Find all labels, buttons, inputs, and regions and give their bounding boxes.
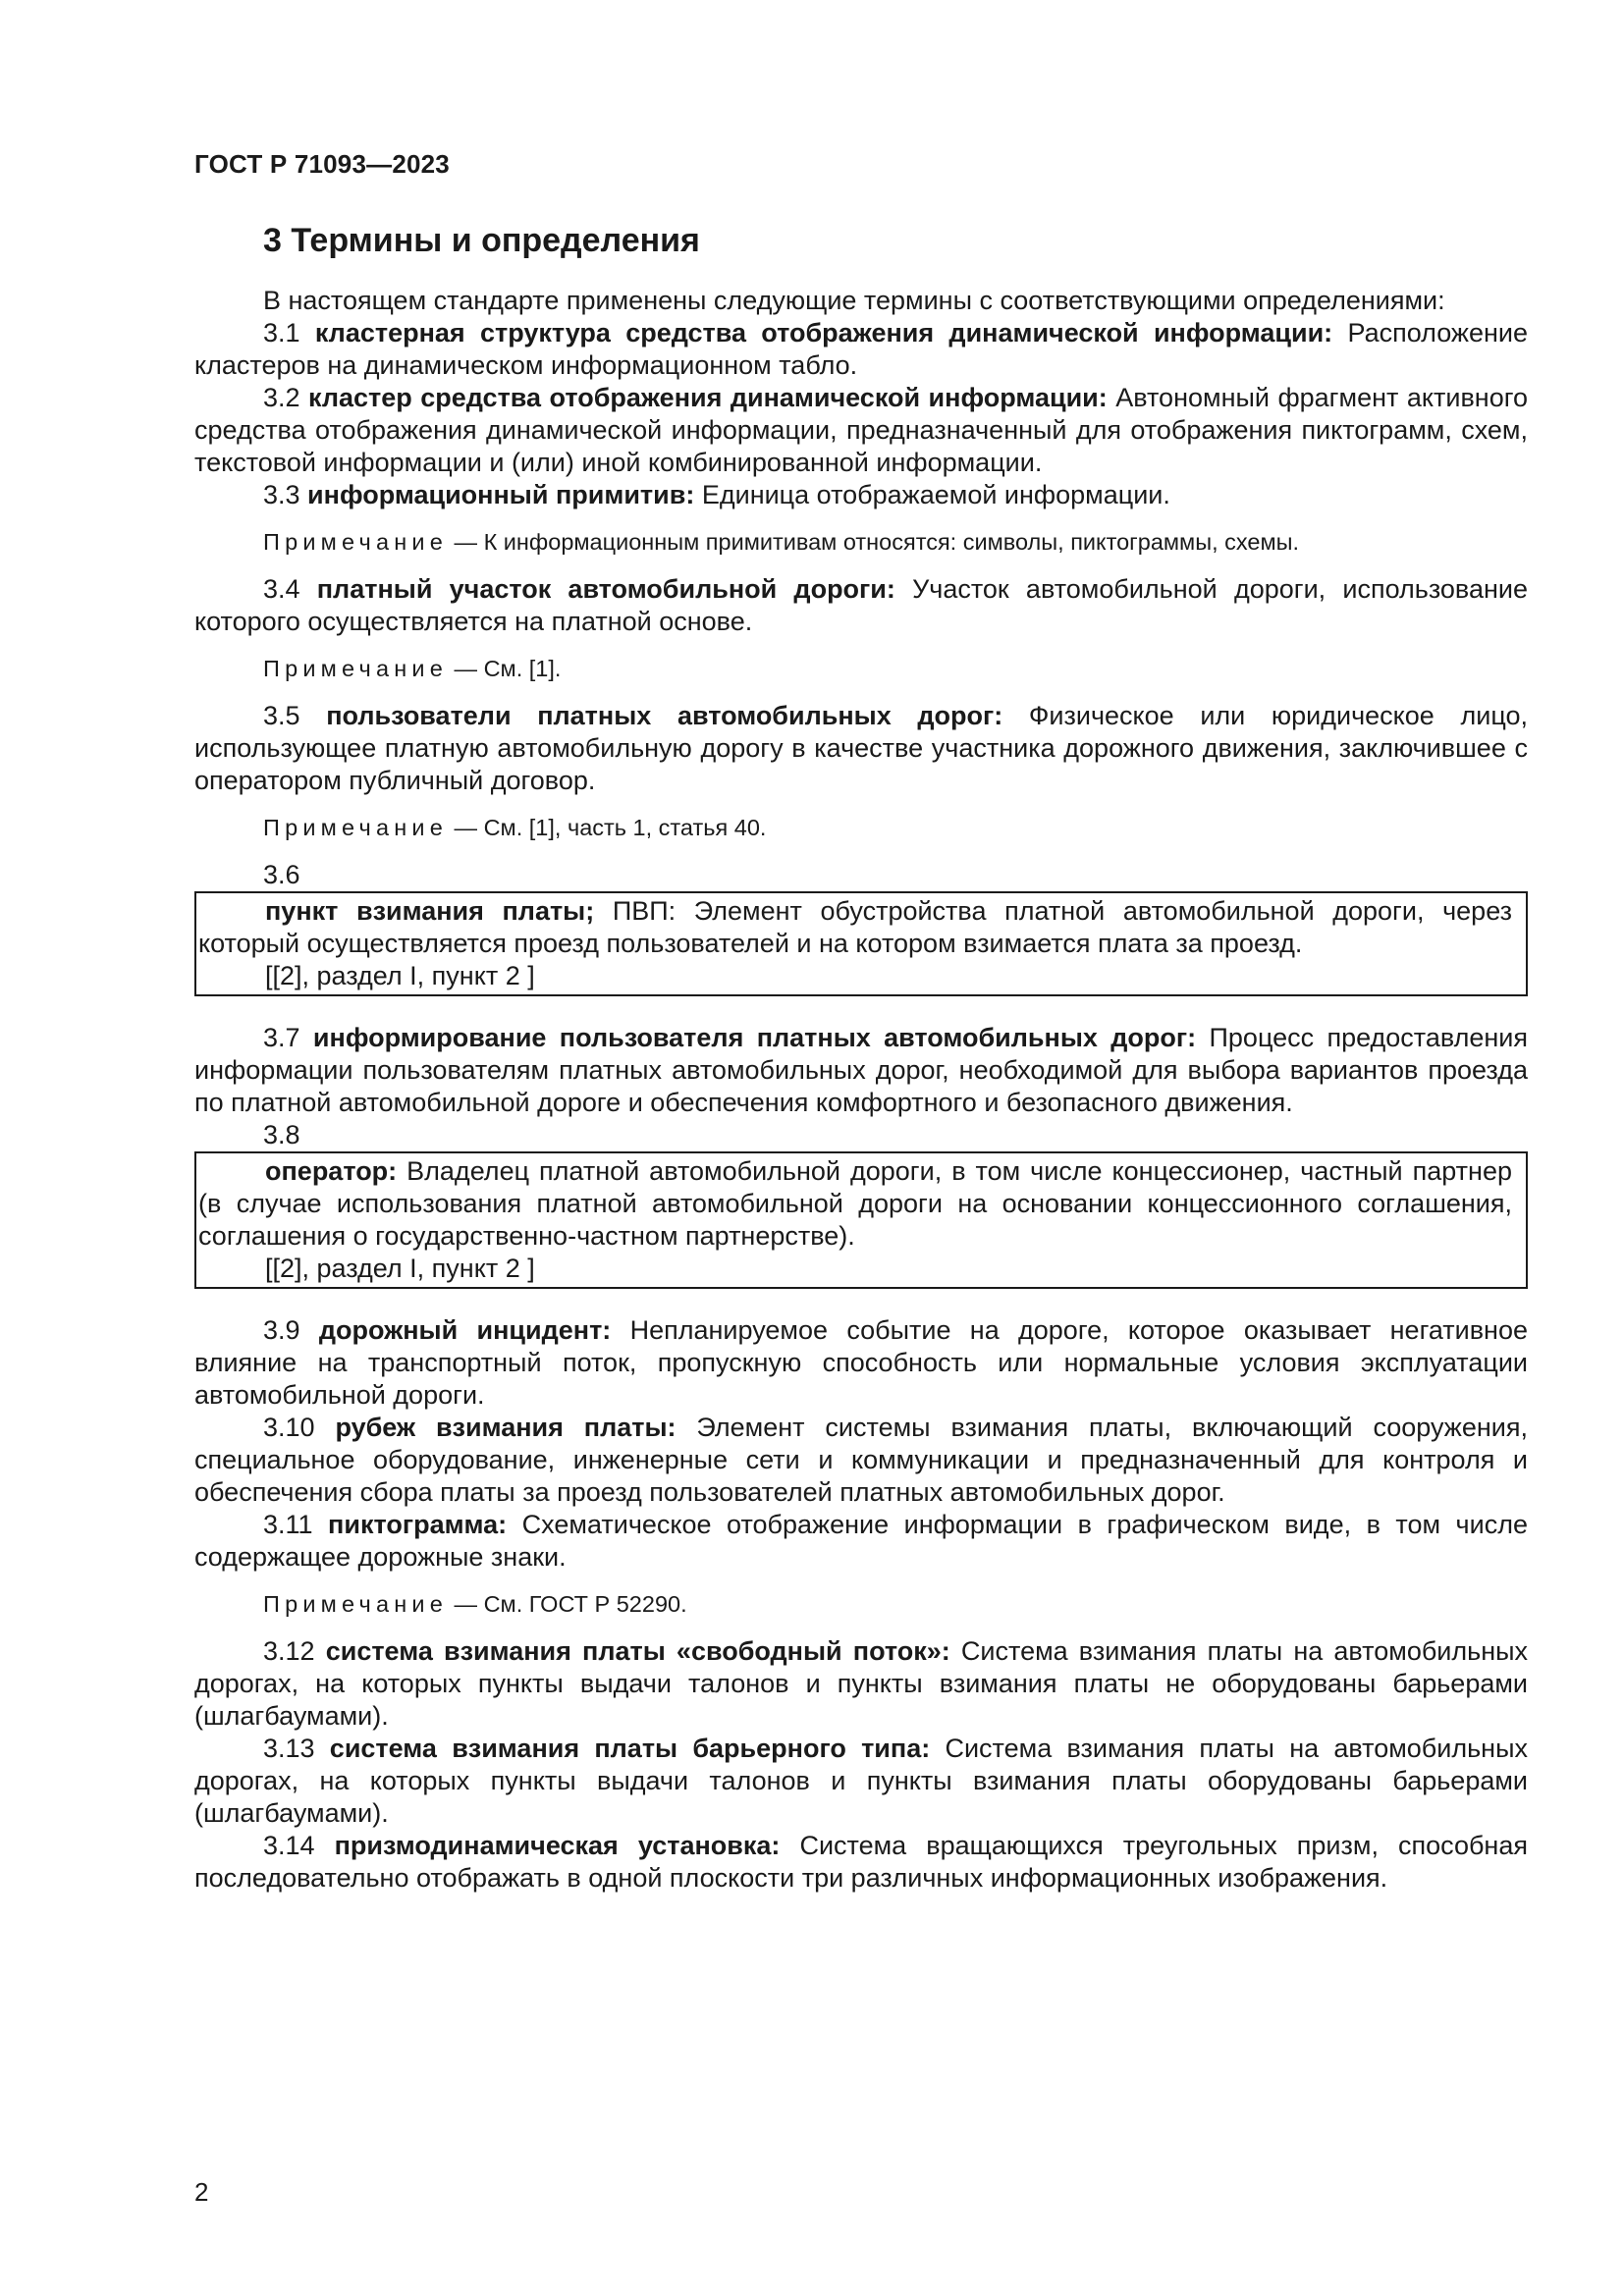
term-3-10: 3.10 рубеж взимания платы: Элемент системы взимания платы, включающий сооружения, специальное оборудование, инженерные сети и коммуникации и предназначенный для контроля и обеспечения сбора платы за проезд пользователей платных автомобильных дорог. <box>194 1413 1528 1507</box>
intro-paragraph: В настоящем стандарте применены следующие термины с соответствующими определениями: <box>263 286 1445 315</box>
term-3-6-source: [[2], раздел I, пункт 2 ] <box>265 961 535 990</box>
note-3-3: Примечание — К информационным примитивам относятся: символы, пиктограммы, схемы. <box>263 529 1300 555</box>
term-3-6: пункт взимания платы; ПВП: Элемент обустройства платной автомобильной дороги, через который осуществляется проезд пользователей и на котором взимается плата за проезд. <box>198 896 1512 958</box>
note-3-11: Примечание — См. ГОСТ Р 52290. <box>263 1591 687 1617</box>
term-3-8-number: 3.8 <box>263 1120 300 1149</box>
term-3-8-box <box>194 1151 1528 1289</box>
term-3-6-box <box>194 891 1528 996</box>
term-3-5: 3.5 пользователи платных автомобильных дорог: Физическое или юридическое лицо, использующее платную автомобильную дорогу в качестве участника дорожного движения, заключившее с оператором публичный договор. <box>194 701 1528 795</box>
document-code: ГОСТ Р 71093—2023 <box>194 149 450 179</box>
term-3-8-source: [[2], раздел I, пункт 2 ] <box>265 1254 535 1283</box>
terms-content <box>194 285 1528 1895</box>
term-3-12: 3.12 система взимания платы «свободный поток»: Система взимания платы на автомобильных дорогах, на которых пункты выдачи талонов и пункты взимания платы не оборудованы барьерами (шлагбаумами). <box>194 1636 1529 1731</box>
note-3-4: Примечание — См. [1]. <box>263 656 562 681</box>
term-3-8: оператор: Владелец платной автомобильной дороги, в том числе концессионер, частный партнер (в случае использования платной автомобильной дороги на основании концессионного соглашения, соглашения о государственно-частном партнерстве). <box>198 1156 1512 1251</box>
term-3-7: 3.7 информирование пользователя платных автомобильных дорог: Процесс предоставления информации пользователям платных автомобильных дорог, необходимой для выбора вариантов проезда по платной автомобильной дороге и обеспечения комфортного и безопасного движения. <box>194 1023 1528 1117</box>
page-number: 2 <box>194 2177 209 2207</box>
term-3-9: 3.9 дорожный инцидент: Непланируемое событие на дороге, которое оказывает негативное влияние на транспортный поток, пропускную способность или нормальные условия эксплуатации автомобильной дороги. <box>194 1315 1528 1410</box>
term-3-6-number: 3.6 <box>263 860 300 889</box>
term-3-3: 3.3 информационный примитив: Единица отображаемой информации. <box>263 480 1170 509</box>
term-3-13: 3.13 система взимания платы барьерного типа: Система взимания платы на автомобильных дорогах, на которых пункты выдачи талонов и пункты взимания платы оборудованы барьерами (шлагбаумами). <box>194 1734 1528 1828</box>
section-title: 3 Термины и определения <box>263 222 700 259</box>
term-3-1: 3.1 кластерная структура средства отображения динамической информации: Расположение кластеров на динамическом информационном табло. <box>194 318 1529 380</box>
note-3-5: Примечание — См. [1], часть 1, статья 40. <box>263 815 767 840</box>
term-3-11: 3.11 пиктограмма: Схематическое отображение информации в графическом виде, в том числе содержащее дорожные знаки. <box>194 1510 1528 1572</box>
term-3-14: 3.14 призмодинамическая установка: Система вращающихся треугольных призм, способная последовательно отображать в одной плоскости три различных информационных изображения. <box>194 1831 1528 1893</box>
term-3-4: 3.4 платный участок автомобильной дороги: Участок автомобильной дороги, использование которого осуществляется на платной основе. <box>194 574 1528 636</box>
term-3-2: 3.2 кластер средства отображения динамической информации: Автономный фрагмент активного средства отображения динамической информации, предназначенный для отображения пиктограмм, схем, текстовой информации и (или) иной комбинированной информации. <box>194 383 1528 477</box>
